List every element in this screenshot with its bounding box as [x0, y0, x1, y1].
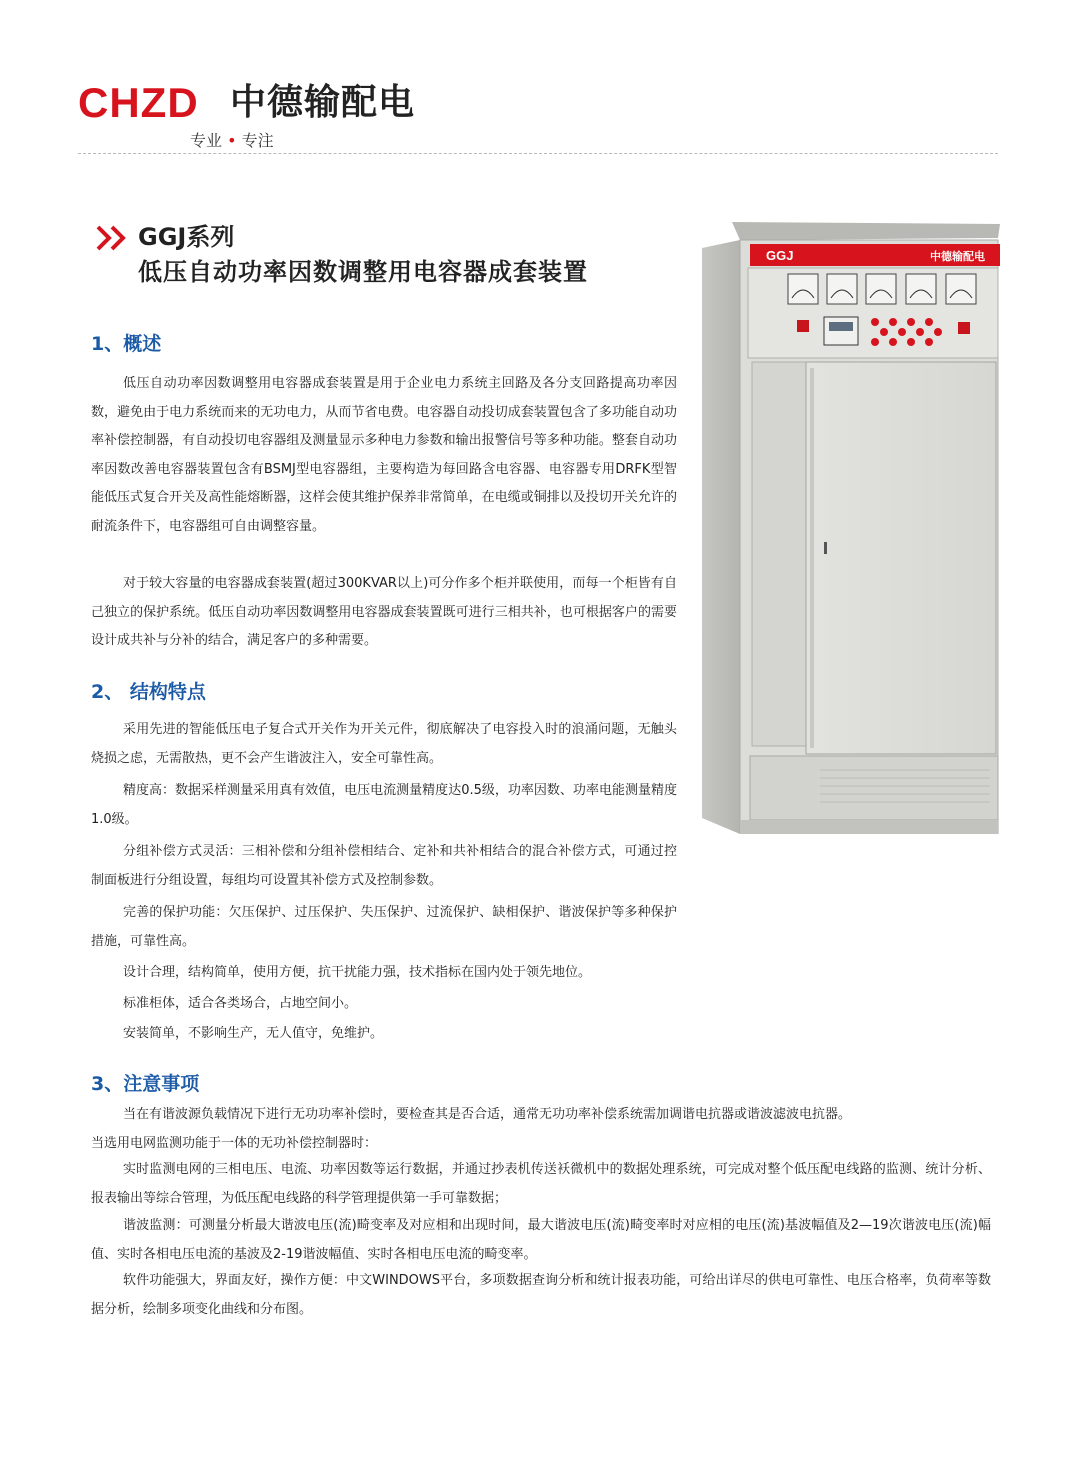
section-heading-overview: 1、概述	[91, 333, 162, 355]
product-title: 低压自动功率因数调整用电容器成套装置	[138, 258, 588, 286]
left-switch-icon	[797, 320, 809, 332]
right-switch-icon	[958, 322, 970, 334]
tagline-dot: •	[227, 131, 237, 150]
feature-paragraph-4: 完善的保护功能：欠压保护、过压保护、失压保护、过流保护、缺相保护、谐波保护等多种保护措施，可靠性高。	[91, 905, 677, 949]
section-heading-features: 2、 结构特点	[91, 681, 206, 703]
section-heading-notes: 3、注意事项	[91, 1073, 200, 1095]
feature-paragraph-7: 安装简单，不影响生产，无人值守，免维护。	[123, 1026, 384, 1041]
cabinet-brand-label: 中德输配电	[930, 250, 985, 263]
tagline-left: 专业	[190, 131, 223, 150]
notes-paragraph-2: 当选用电网监测功能于一体的无功补偿控制器时：	[91, 1136, 378, 1151]
notes-paragraph-3: 实时监测电网的三相电压、电流、功率因数等运行数据，并通过抄表机传送袄微机中的数据处理系统，可完成对整个低压配电线路的监测、统计分析、报表输出等综合管理，为低压配电线路的科学管理提供第一手可靠数据；	[91, 1162, 991, 1206]
feature-paragraph-3: 分组补偿方式灵活：三相补偿和分组补偿相结合、定补和共补相结合的混合补偿方式，可通过控制面板进行分组设置，每组均可设置其补偿方式及控制参数。	[91, 844, 677, 888]
brand-logo-chinese: 中德输配电	[230, 82, 416, 123]
notes-paragraph-4: 谐波监测：可测量分析最大谐波电压(流)畸变率及对应相和出现时间，最大谐波电压(流)畸变率时对应相的电压(流)基波幅值及2—19次谐波电压(流)幅值、实时各相电压电流的基波及2-19谐波幅值、实时各相电压电流的畸变率。	[91, 1218, 991, 1262]
double-chevron-icon	[96, 224, 130, 252]
cabinet-model-label: GGJ	[766, 248, 794, 263]
overview-paragraph-1: 低压自动功率因数调整用电容器成套装置是用于企业电力系统主回路及各分支回路提高功率因数，避免由于电力系统而来的无功电力，从而节省电费。电容器自动投切成套装置包含了多功能自动功率补偿控制器，有自动投切电容器组及测量显示多种电力参数和输出报警信号等多种功能。整套自动功率因数改善电容器装置包含有BSMJ型电容器组，主要构造为每回路含电容器、电容器专用DRFK型智能低压式复合开关及高性能熔断器，这样会使其维护保养非常简单，在电缆或铜排以及投切开关允许的耐流条件下，电容器组可自由调整容量。	[91, 376, 677, 534]
meter-row	[788, 274, 976, 304]
cabinet-main-door	[806, 362, 996, 754]
brand-tagline	[190, 128, 274, 151]
tagline-right: 专注	[241, 131, 274, 150]
vent-panel	[750, 756, 998, 820]
feature-paragraph-1: 采用先进的智能低压电子复合式开关作为开关元件，彻底解决了电容投入时的浪涌问题，无触头烧损之虑，无需散热，更不会产生谐波注入，安全可靠性高。	[91, 722, 677, 766]
feature-paragraph-2: 精度高：数据采样测量采用真有效值，电压电流测量精度达0.5级，功率因数、功率电能测量精度1.0级。	[91, 783, 677, 827]
header-divider	[78, 153, 998, 154]
notes-paragraph-1: 当在有谐波源负载情况下进行无功功率补偿时，要检查其是否合适，通常无功功率补偿系统需加调谐电抗器或谐波滤波电抗器。	[123, 1107, 852, 1122]
feature-paragraph-6: 标准柜体，适合各类场合，占地空间小。	[123, 996, 358, 1011]
logo-text-zd: ZD	[140, 79, 199, 126]
feature-paragraph-5: 设计合理，结构简单，使用方便，抗干扰能力强，技术指标在国内处于领先地位。	[123, 965, 592, 980]
logo-text-ch: CH	[78, 79, 141, 126]
door-handle	[824, 542, 827, 554]
overview-paragraph-2: 对于较大容量的电容器成套装置(超过300KVAR以上)可分作多个柜并联使用，而每一个柜皆有自己独立的保护系统。低压自动功率因数调整用电容器成套装置既可进行三相共补，也可根据客户的需要设计成共补与分补的结合，满足客户的多种需要。	[91, 576, 677, 648]
cabinet-product-image	[700, 222, 1005, 834]
notes-paragraph-5: 软件功能强大，界面友好，操作方便：中文WINDOWS平台，多项数据查询分析和统计报表功能，可给出详尽的供电可靠性、电压合格率，负荷率等数据分析，绘制多项变化曲线和分布图。	[91, 1273, 991, 1317]
series-title: GGJ系列	[138, 223, 235, 251]
brand-logo-latin	[78, 80, 199, 126]
